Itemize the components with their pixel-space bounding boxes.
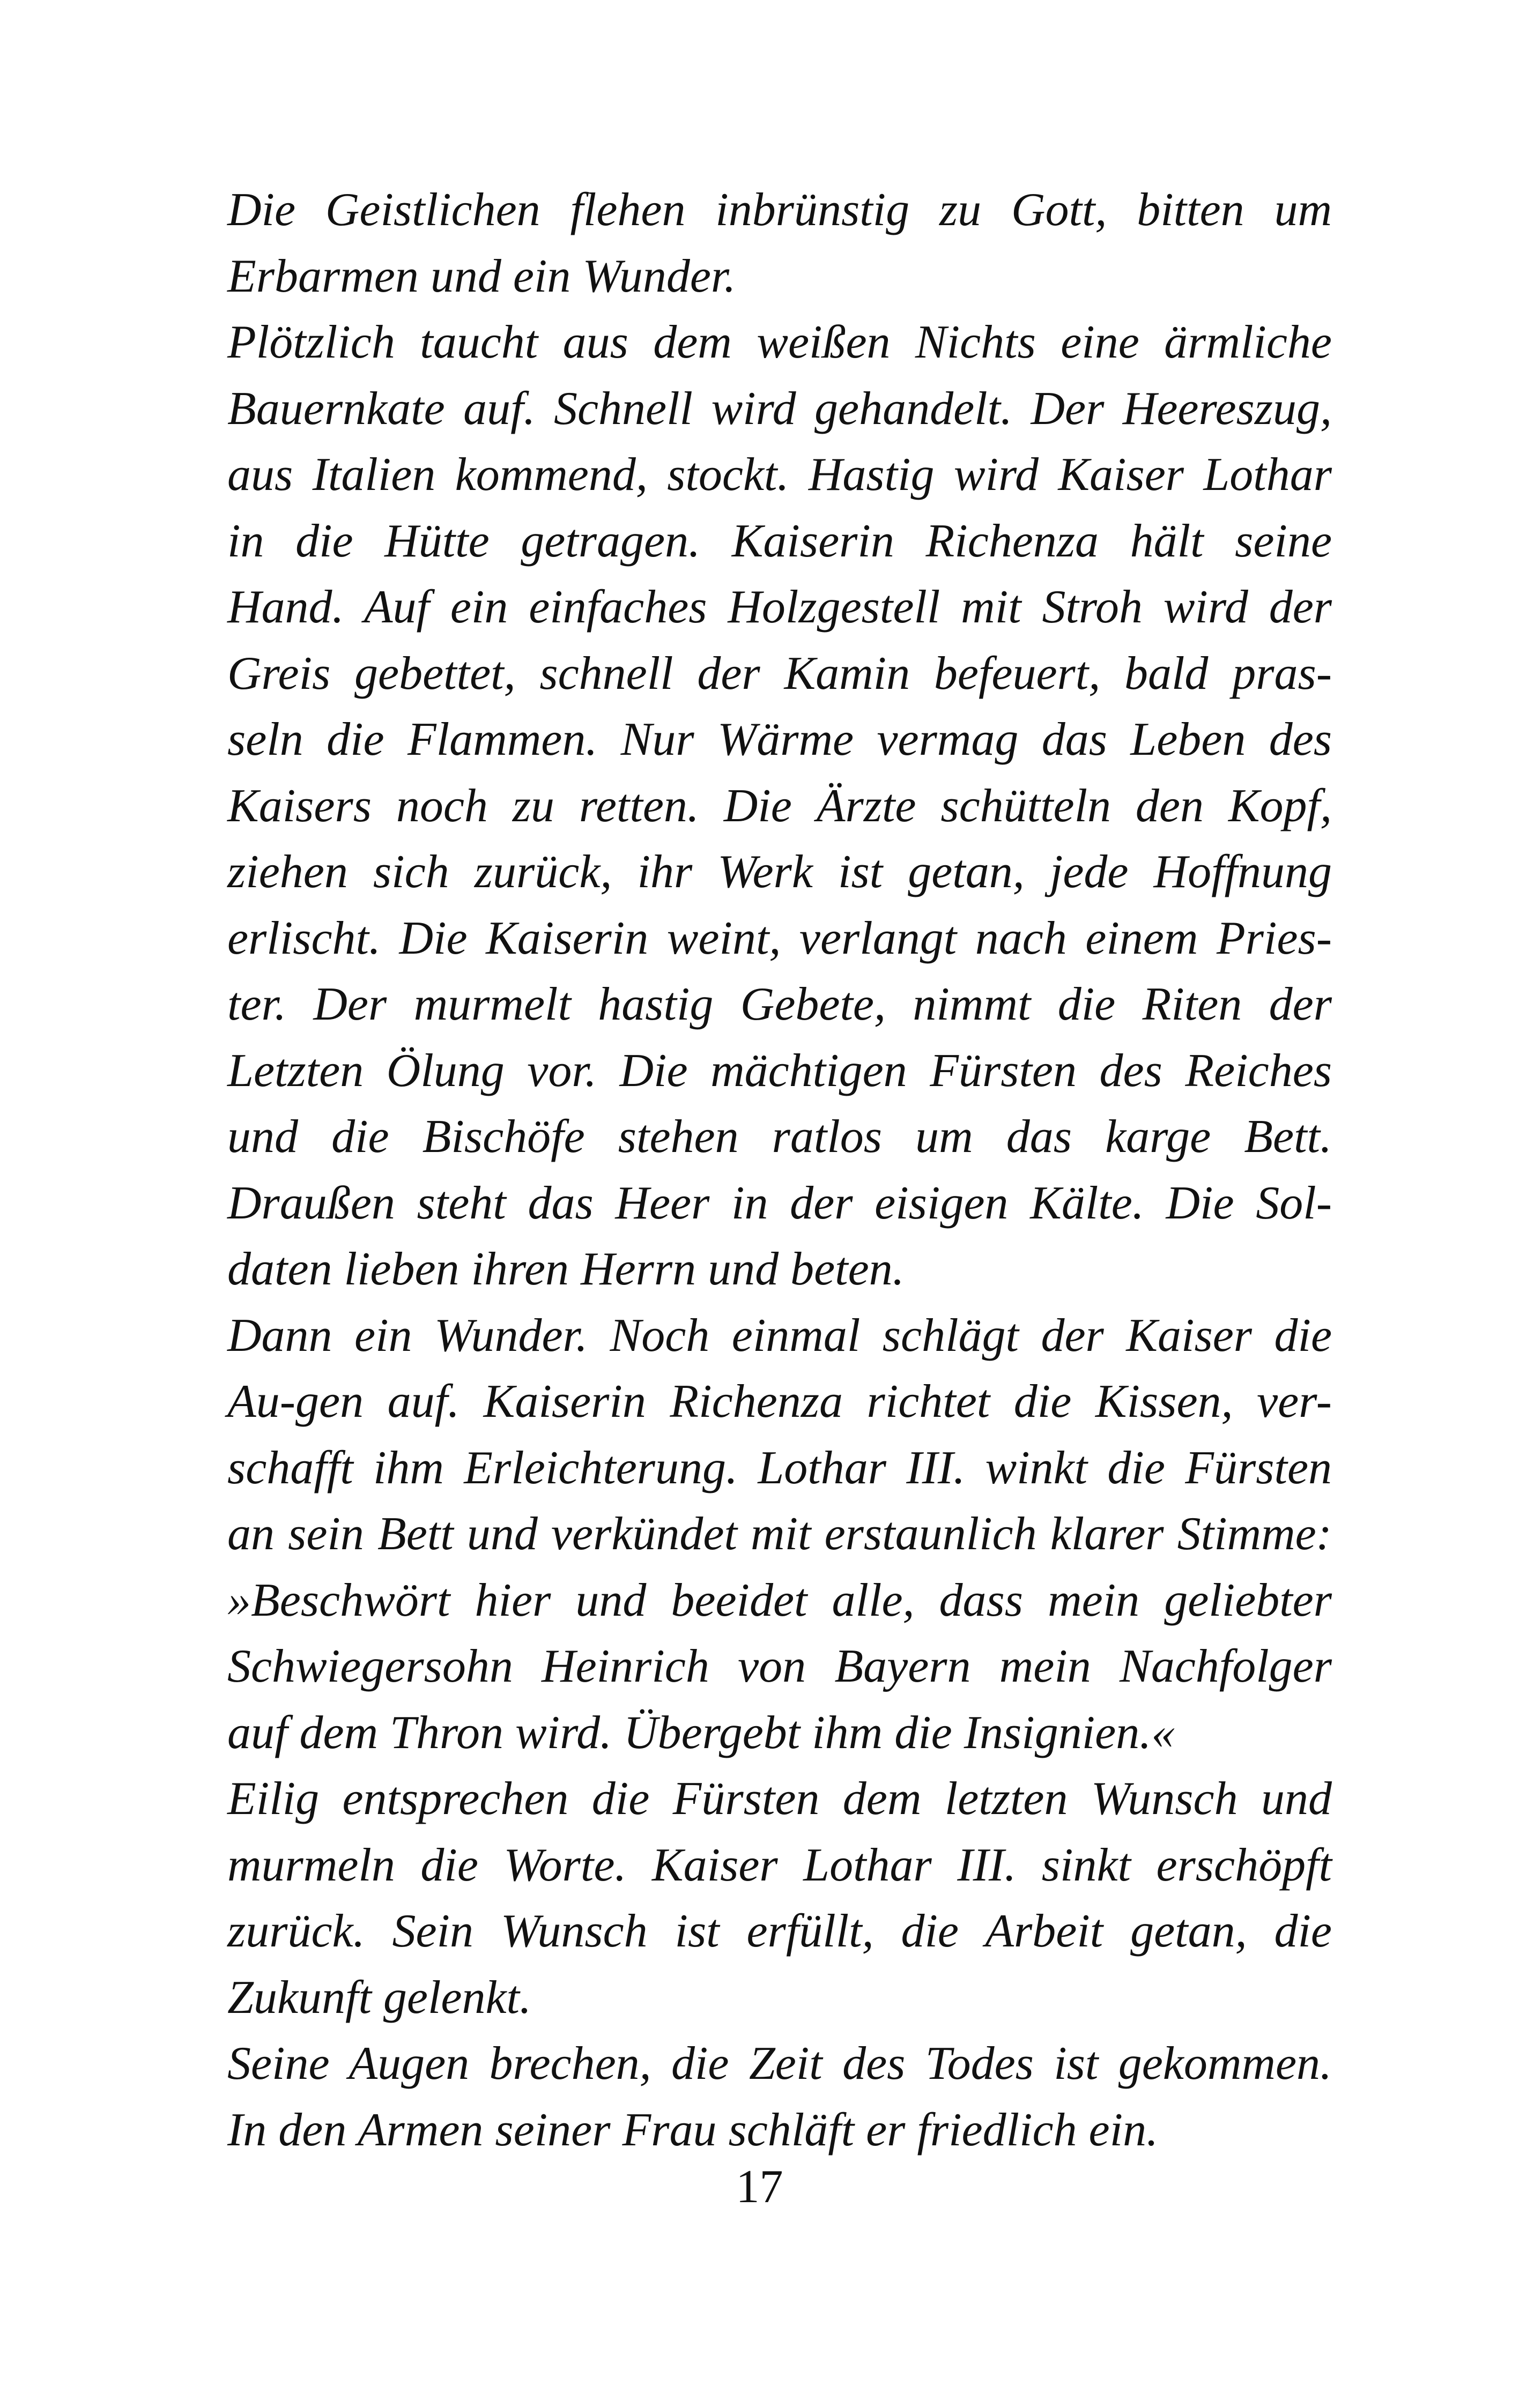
text-line: Die Geistlichen flehen inbrünstig zu Gott, bitten um [227,184,1332,236]
text-line: Zukunft gelenkt. [227,1971,531,2024]
text-line: »Beschwört hier und beeidet alle, dass mein geliebter [227,1574,1332,1626]
text-line: erlischt. Die Kaiserin weint, verlangt nach einem Pries- [227,912,1332,964]
text-line: schafft ihm Erleichterung. Lothar III. winkt die Fürsten [227,1441,1332,1494]
text-line: auf dem Thron wird. Übergebt ihm die Insignien.« [227,1706,1175,1759]
text-line: Draußen steht das Heer in der eisigen Kälte. Die Sol- [227,1177,1332,1229]
text-line: In den Armen seiner Frau schläft er friedlich ein. [227,2104,1159,2156]
text-line: Hand. Auf ein einfaches Holzgestell mit Stroh wird der [227,581,1332,633]
body-text [227,177,1332,2163]
text-line: daten lieben ihren Herrn und beten. [227,1243,905,1295]
text-line: Dann ein Wunder. Noch einmal schlägt der Kaiser die [227,1309,1332,1362]
text-line: Greis gebettet, schnell der Kamin befeuert, bald pras- [227,647,1332,700]
text-line: Au-gen auf. Kaiserin Richenza richtet die Kissen, ver- [227,1376,1332,1428]
text-line: Erbarmen und ein Wunder. [227,250,736,302]
text-line: Letzten Ölung vor. Die mächtigen Fürsten des Reiches [227,1044,1332,1097]
text-line: ter. Der murmelt hastig Gebete, nimmt die Riten der [227,978,1332,1030]
text-line: seln die Flammen. Nur Wärme vermag das Leben des [227,714,1332,765]
text-line: Bauernkate auf. Schnell wird gehandelt. Der Heereszug, [227,382,1332,435]
text-line: Seine Augen brechen, die Zeit des Todes ist gekommen. [227,2038,1332,2090]
text-line: Plötzlich taucht aus dem weißen Nichts eine ärmliche [227,316,1332,368]
text-line: in die Hütte getragen. Kaiserin Richenza hält seine [227,515,1332,567]
text-line: ziehen sich zurück, ihr Werk ist getan, jede Hoffnung [227,846,1332,898]
text-line: zurück. Sein Wunsch ist erfüllt, die Arbeit getan, die [227,1905,1332,1957]
text-line: und die Bischöfe stehen ratlos um das karge Bett. [227,1111,1332,1163]
text-line: murmeln die Worte. Kaiser Lothar III. sinkt erschöpft [227,1839,1332,1891]
text-line: Kaisers noch zu retten. Die Ärzte schütteln den Kopf, [227,779,1332,832]
page-number: 17 [736,2161,783,2213]
text-line: Eilig entsprechen die Fürsten dem letzten Wunsch und [227,1773,1332,1825]
text-line: aus Italien kommend, stockt. Hastig wird Kaiser Lothar [227,449,1332,501]
text-line: Schwiegersohn Heinrich von Bayern mein Nachfolger [227,1640,1332,1692]
text-line: an sein Bett und verkündet mit erstaunlich klarer Stimme: [227,1508,1332,1560]
